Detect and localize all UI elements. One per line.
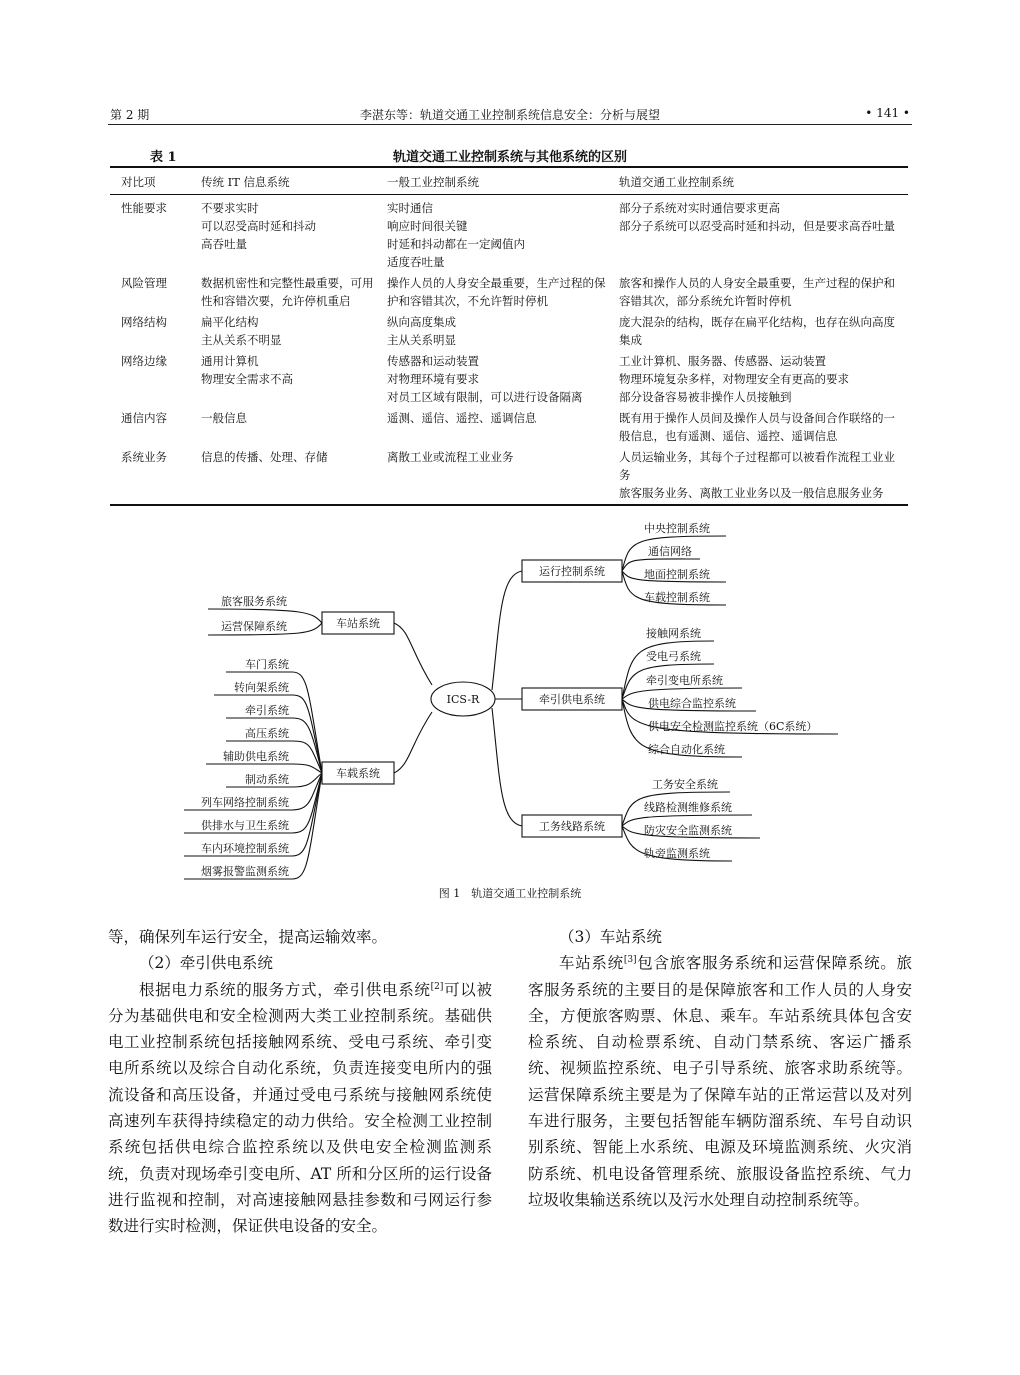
table-cell [383,312,615,351]
cell-line: 信息的传播、处理、存储 [201,450,328,464]
comparison-table [110,166,908,506]
table-cell [197,408,383,447]
figure-caption: 图 1 轨道交通工业控制系统 [438,887,582,900]
cell-line: 纵向高度集成 [387,315,456,329]
cell-line: 对物理环境有要求 [387,372,479,386]
connector-line [492,571,522,690]
section-heading: （3）车站系统 [559,928,662,946]
table-label: 表 1 [150,150,177,165]
table-title: 轨道交通工业控制系统与其他系统的区别 [392,150,627,165]
column-header: 一般工业控制系统 [387,175,479,189]
citation-ref[interactable]: [2] [430,981,444,992]
leaf-label: 综合自动化系统 [648,743,725,756]
branch-label: 运行控制系统 [539,565,605,578]
leaf-label: 高压系统 [245,727,289,740]
table-cell [615,447,908,505]
center-node-label: ICS-R [446,693,480,706]
cell-line: 旅客和操作人员的人身安全最重要，生产过程的保护和容错其次，部分系统允许暂时停机 [619,276,895,308]
leaf-label: 运营保障系统 [221,620,287,633]
running-header [108,106,912,125]
cell-line: 适度吞吐量 [387,255,445,269]
leaf-label: 线路检测维修系统 [644,801,732,814]
paragraph [528,950,912,1213]
connector-line [394,623,432,685]
table-row [110,408,908,447]
table-row [110,273,908,312]
table-cell [383,408,615,447]
cell-line: 主从关系明显 [387,333,456,347]
running-title: 李湛东等：轨道交通工业控制系统信息安全：分析与展望 [359,108,660,122]
cell-line: 响应时间很关键 [387,219,468,233]
cell-line: 高吞吐量 [201,237,247,251]
leaf-label: 受电弓系统 [646,650,701,663]
cell-line: 庞大混杂的结构，既存在扁平化结构，也存在纵向高度集成 [619,315,895,347]
leaf-label: 牵引变电所系统 [646,674,723,687]
cell-line: 旅客服务业务、离散工业业务以及一般信息服务业务 [619,486,884,500]
cell-line: 部分子系统可以忍受高时延和抖动，但是要求高吞吐量 [619,219,895,233]
table-row [110,195,908,274]
cell-line: 时延和抖动都在一定阈值内 [387,237,525,251]
leaf-label: 地面控制系统 [644,568,710,581]
leaf-label: 牵引系统 [245,704,289,717]
cell-line: 离散工业或流程工业业务 [387,450,514,464]
table-cell [383,351,615,408]
table-cell: 性能要求 [121,201,167,215]
citation-ref[interactable]: [3] [623,955,637,966]
table-cell [383,273,615,312]
table-cell: 网络结构 [121,315,167,329]
table-cell [383,195,615,274]
cell-line: 通用计算机 [201,354,259,368]
table-cell: 风险管理 [121,276,167,290]
cell-line: 操作人员的人身安全最重要，生产过程的保护和容错其次，不允许暂时停机 [387,276,606,308]
table-cell [615,351,908,408]
leaf-label: 车载控制系统 [644,591,710,604]
table-cell [615,408,908,447]
leaf-label: 供电安全检测监控系统（6C系统） [648,720,818,733]
table-cell: 通信内容 [121,411,167,425]
paragraph-text: 包含旅客服务系统和运营保障系统。旅客服务系统的主要目的是保障旅客和工作人员的人身安全，方便旅客购票、休息、乘车。车站系统具体包含安检系统、自动检票系统、自动门禁系统、客运广播系统、视频监控系统、电子引导系统、旅客求助系统等。运营保障系统主要是为了保障车站的正常运营以及对列车进行服务，主要包括智能车辆防溜系统、车号自动识别系统、智能上水系统、电源及环境监测系统、火灾消防系统、机电设备管理系统、旅服设备监控系统、气力垃圾收集输送系统以及污水处理自动控制系统等。 [528,954,912,1209]
table-caption [108,146,912,164]
leaf-label: 中央控制系统 [644,522,710,535]
leaf-label: 供电综合监控系统 [648,697,736,710]
cell-line: 物理安全需求不高 [201,372,293,386]
leaf-label: 旅客服务系统 [221,595,287,608]
text-column-left [108,924,492,1240]
column-header: 对比项 [121,175,156,189]
column-header: 传统 IT 信息系统 [201,175,290,189]
mind-map-figure [160,510,860,880]
leaf-label: 供排水与卫生系统 [201,819,289,832]
branch-label: 车站系统 [336,617,380,630]
cell-line: 一般信息 [201,411,247,425]
table-header-row [110,167,908,195]
cell-line: 工业计算机、服务器、传感器、运动装置 [619,354,826,368]
section-heading: （2）牵引供电系统 [139,954,273,973]
leaf-label: 烟雾报警监测系统 [201,865,289,878]
table-cell [615,195,908,274]
branch-label: 工务线路系统 [539,820,605,833]
paragraph [108,977,492,1240]
leaf-label: 制动系统 [245,773,289,786]
table-cell: 网络边缘 [121,354,167,368]
table-cell [615,312,908,351]
table-row [110,351,908,408]
leaf-label: 车内环境控制系统 [201,842,289,855]
table-cell [197,351,383,408]
leaf-label: 接触网系统 [646,627,701,640]
cell-line: 主从关系不明显 [201,333,282,347]
leaf-label: 防灾安全监测系统 [644,824,732,837]
table-cell [197,312,383,351]
branch-label: 牵引供电系统 [539,693,605,706]
cell-line: 实时通信 [387,201,433,215]
page-number: • 141 • [865,106,910,120]
table-cell [197,273,383,312]
paragraph-text: 车站系统 [559,954,624,973]
leaf-label: 辅助供电系统 [223,750,289,763]
table-cell [197,447,383,505]
leaf-label: 通信网络 [648,545,692,558]
leaf-label: 工务安全系统 [652,778,718,791]
cell-line: 不要求实时 [201,201,259,215]
leaf-label: 车门系统 [245,658,289,671]
text-column-right [528,924,912,1213]
issue-number: 第 2 期 [110,108,150,122]
leaf-label: 转向架系统 [234,681,289,694]
cell-line: 扁平化结构 [201,315,259,329]
table-row [110,312,908,351]
connector-line [292,764,322,773]
cell-line: 数据机密性和完整性最重要，可用性和容错次要，允许停机重启 [201,276,374,308]
paragraph: 等，确保列车运行安全，提高运输效率。 [108,928,388,946]
branch-label: 车载系统 [336,767,380,780]
table-cell: 系统业务 [121,450,167,464]
cell-line: 人员运输业务，其每个子过程都可以被看作流程工业业务 [619,450,895,482]
cell-line: 可以忍受高时延和抖动 [201,219,316,233]
cell-line: 传感器和运动装置 [387,354,479,368]
paragraph-text: 根据电力系统的服务方式，牵引供电系统 [139,980,431,999]
cell-line: 既有用于操作人员间及操作人员与设备间合作联络的一般信息，也有遥测、遥信、遥控、遥调信息 [619,411,895,443]
connector-line [292,672,322,773]
cell-line: 遥测、遥信、遥控、遥调信息 [387,411,537,425]
leaf-label: 列车网络控制系统 [201,796,289,809]
column-header: 轨道交通工业控制系统 [619,175,734,189]
table-row [110,447,908,505]
cell-line: 部分子系统对实时通信要求更高 [619,201,780,215]
leaf-label: 轨旁监测系统 [644,847,710,860]
cell-line: 部分设备容易被非操作人员接触到 [619,390,792,404]
table-cell [383,447,615,505]
cell-line: 对员工区域有限制，可以进行设备隔离 [387,390,583,404]
connector-line [394,712,432,773]
table-cell [615,273,908,312]
paragraph-text: 可以被分为基础供电和安全检测两大类工业控制系统。基础供电工业控制系统包括接触网系统、受电弓系统、牵引变电所系统以及综合自动化系统，负责连接变电所内的强流设备和高压设备，并通过受电弓系统与接触网系统使高速列车获得持续稳定的动力供给。安全检测工业控制系统包括供电综合监控系统以及供电安全检测监测系统，负责对现场牵引变电所、AT 所和分区所的运行设备进行监视和控制，对高速接触网悬挂参数和弓网运行参数进行实时检测，保证供电设备的安全。 [108,980,492,1236]
cell-line: 物理环境复杂多样，对物理安全有更高的要求 [619,372,849,386]
connector-line [492,708,522,826]
table-cell [197,195,383,274]
